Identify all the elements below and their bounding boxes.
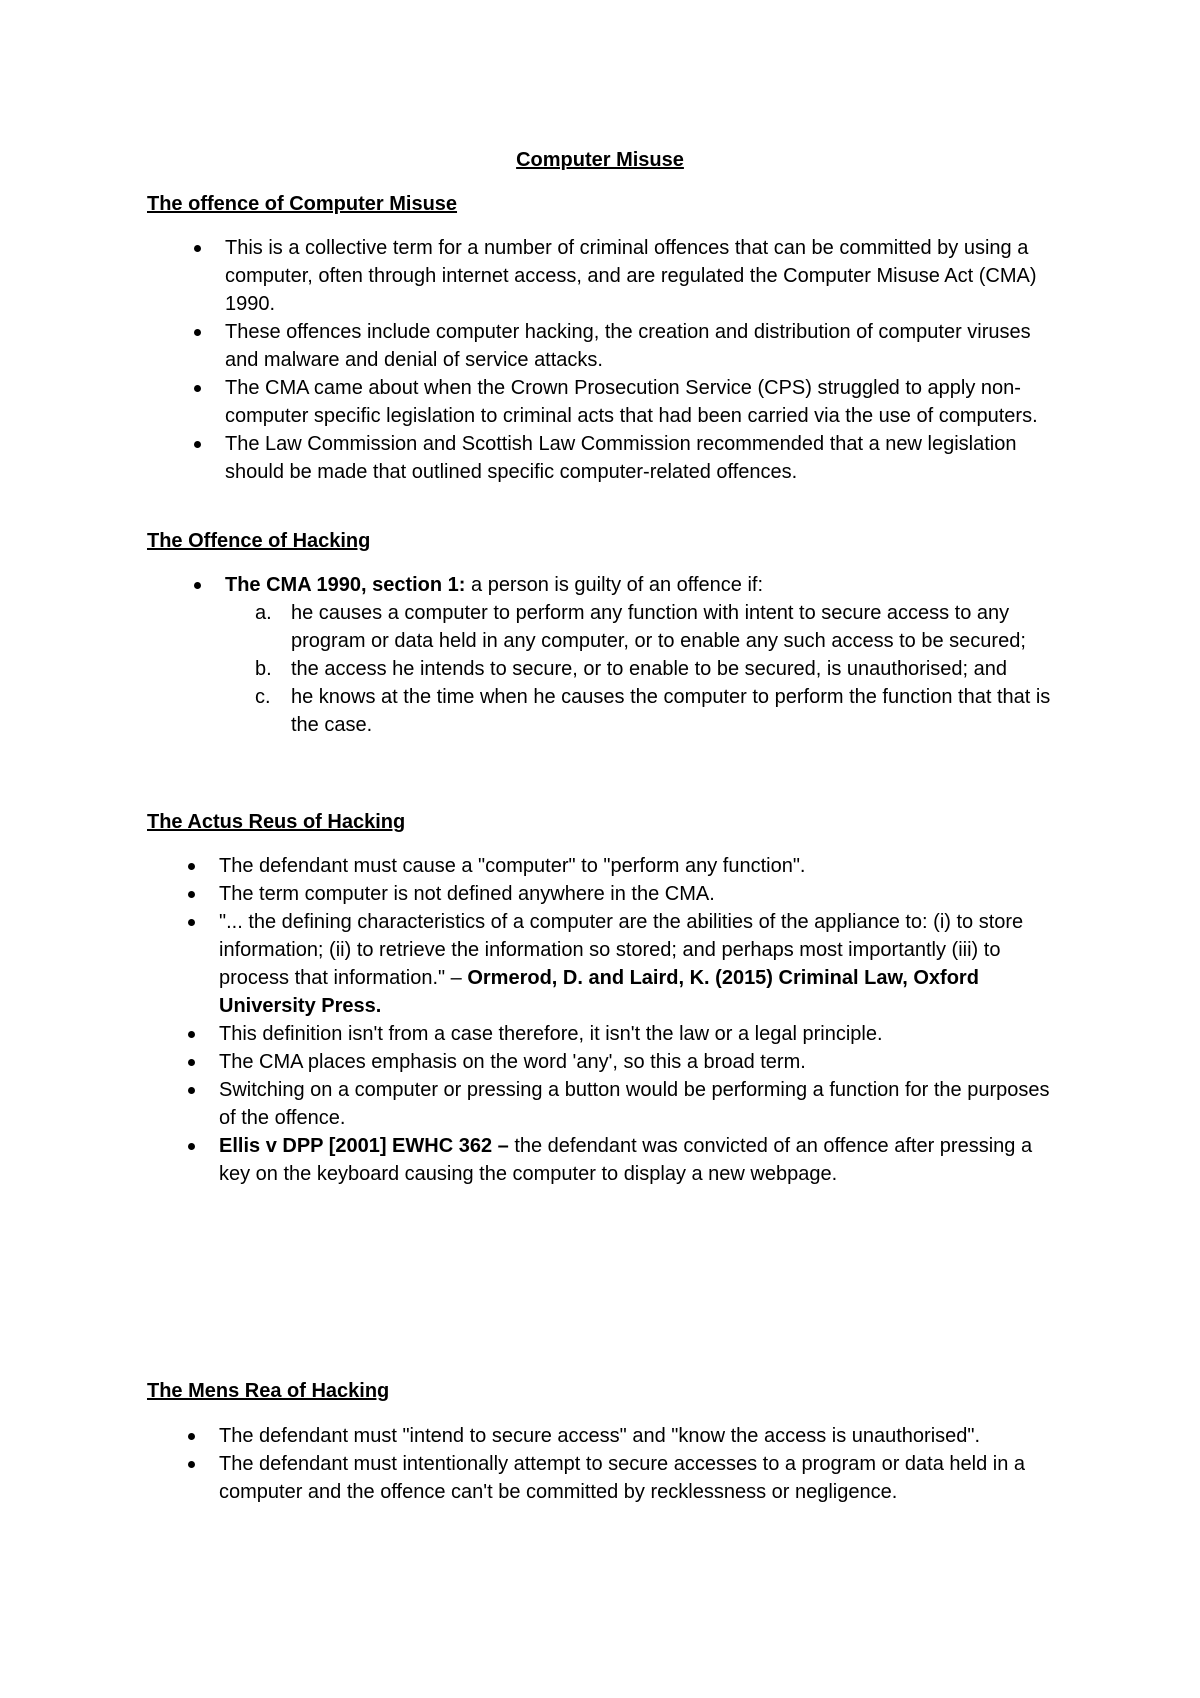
bullet-icon — [188, 1059, 195, 1066]
bullet-icon — [194, 329, 201, 336]
list-item: These offences include computer hacking, the creation and distribution of computer viruses and malware and denial of service attacks. — [225, 318, 1065, 374]
bullet-list-mens-rea — [219, 1422, 1065, 1506]
statute-reference: The CMA 1990, section 1: — [225, 574, 466, 596]
list-item: The Law Commission and Scottish Law Commission recommended that a new legislation should be made that outlined specific computer-related offences. — [225, 430, 1065, 486]
bullet-icon — [188, 1433, 195, 1440]
bullet-icon — [194, 582, 201, 589]
bullet-icon — [188, 1087, 195, 1094]
bullet-icon — [194, 245, 201, 252]
section-heading-offence-of-hacking: The Offence of Hacking — [147, 530, 371, 552]
citation: Ormerod, D. and Laird, K. (2015) Criminal Law, Oxford University Press. — [219, 967, 979, 1017]
sub-list-item: b. the access he intends to secure, or to enable to be secured, is unauthorised; and — [255, 658, 1008, 680]
list-item: The CMA places emphasis on the word 'any', so this a broad term. — [219, 1048, 1065, 1076]
list-item: The defendant must "intend to secure access" and "know the access is unauthorised". — [219, 1422, 1065, 1450]
list-item: This is a collective term for a number of criminal offences that can be committed by using a computer, often through internet access, and are regulated the Computer Misuse Act (CMA) 1990. — [225, 234, 1065, 318]
bullet-icon — [188, 863, 195, 870]
bullet-icon — [188, 919, 195, 926]
bullet-icon — [194, 385, 201, 392]
bullet-icon — [188, 1031, 195, 1038]
list-item: Ellis v DPP [2001] EWHC 362 – the defendant was convicted of an offence after pressing a key on the keyboard causing the computer to display a new webpage. — [219, 1132, 1065, 1188]
list-item: The CMA 1990, section 1: a person is guilty of an offence if: a. he causes a computer to perform any function with intent to secure access to any program or data held in any computer, or to enable any such access to be secured; b. the access he intends to secure, or to enable to be secured, is unauthorised; and c. he knows at the time when he causes the computer to perform the function that that is the case. — [225, 571, 1065, 739]
bullet-icon — [188, 891, 195, 898]
section-heading-offence-of-computer-misuse: The offence of Computer Misuse — [147, 193, 458, 215]
list-item: "... the defining characteristics of a computer are the abilities of the appliance to: (i) to store information; (ii) to retrieve the information so stored; and perhaps most importantly (iii) to process that information." – Ormerod, D. and Laird, K. (2015) Criminal Law, Oxford University Press. — [219, 908, 1065, 1020]
list-item: The defendant must intentionally attempt to secure accesses to a program or data held in a computer and the offence can't be committed by recklessness or negligence. — [219, 1450, 1065, 1506]
section-heading-mens-rea: The Mens Rea of Hacking — [147, 1380, 390, 1402]
case-citation: Ellis v DPP [2001] EWHC 362 – — [219, 1135, 509, 1157]
list-item: This definition isn't from a case therefore, it isn't the law or a legal principle. — [219, 1020, 1065, 1048]
bullet-list-computer-misuse — [225, 234, 1065, 486]
list-item: The term computer is not defined anywhere in the CMA. — [219, 880, 1065, 908]
list-item: The CMA came about when the Crown Prosecution Service (CPS) struggled to apply non-computer specific legislation to criminal acts that had been carried via the use of computers. — [225, 374, 1065, 430]
bullet-list-actus-reus — [219, 852, 1065, 1188]
bullet-list-offence-of-hacking — [225, 571, 1065, 739]
sub-list-conditions — [255, 599, 1065, 739]
bullet-icon — [188, 1461, 195, 1468]
sub-list-item: a. he causes a computer to perform any function with intent to secure access to any program or data held in any computer, or to enable any such access to be secured; — [255, 602, 1026, 652]
list-item: Switching on a computer or pressing a button would be performing a function for the purposes of the offence. — [219, 1076, 1065, 1132]
bullet-icon — [194, 441, 201, 448]
section-heading-actus-reus: The Actus Reus of Hacking — [147, 811, 406, 833]
document-title: Computer Misuse — [516, 149, 684, 171]
sub-list-item: c. he knows at the time when he causes the computer to perform the function that that is the case. — [255, 686, 1051, 736]
bullet-icon — [188, 1143, 195, 1150]
list-item: The defendant must cause a "computer" to "perform any function". — [219, 852, 1065, 880]
